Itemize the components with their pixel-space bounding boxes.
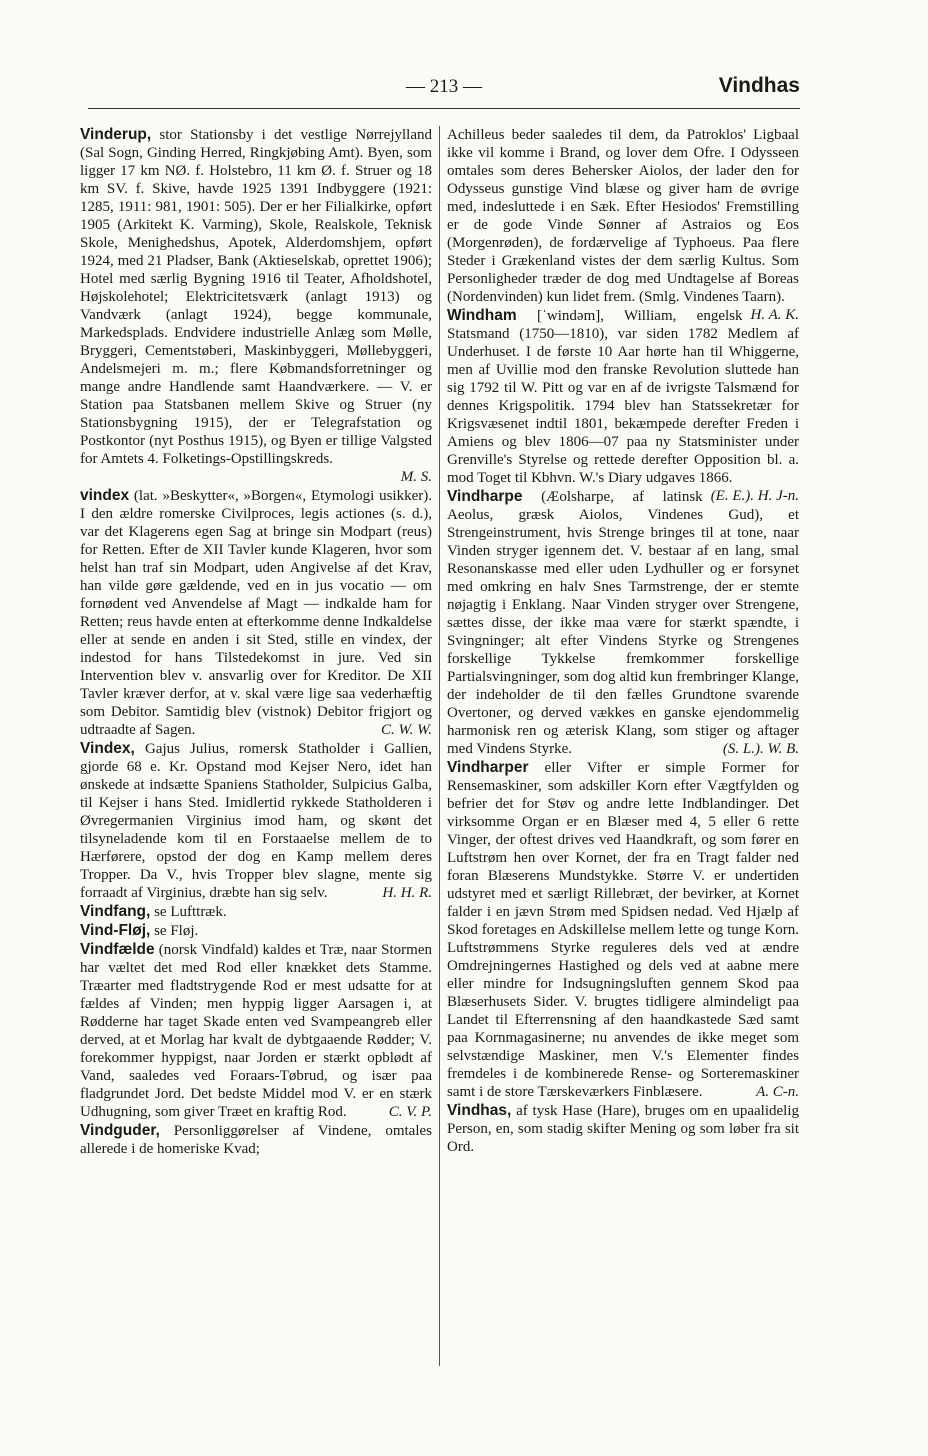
signature: H. A. K.	[750, 307, 799, 323]
headword: Vindex,	[80, 740, 135, 757]
signature: (E. E.). H. J-n.	[710, 488, 799, 504]
headword: Vind-Fløj,	[80, 922, 151, 939]
headword: Vindfang,	[80, 903, 151, 920]
entry-vindharpe	[447, 488, 799, 758]
entry-vind-floej	[80, 922, 432, 940]
signature: C. V. P.	[388, 1104, 432, 1120]
right-column	[447, 126, 799, 1366]
page-header	[88, 74, 800, 104]
signature: (S. L.). W. B.	[722, 741, 799, 757]
entry-text: (lat. »Beskytter«, »Borgen«, Etymologi usikker). I den ældre romerske Civilproces, legis actiones (s. d.), var det Klagerens egen Sag at bringe sin Modpart (reus) for Retten. Efter de XII Tavler kunde Klageren, hvor som helst han traf sin Modpart, uden Angivelse af det Krav, han vilde gøre gældende, ved en in jus vocatio — om fornødent ved Anvendelse af Magt — indkalde ham for Retten; reus havde enten at efterkomme denne Indkaldelse eller at sende en anden i sit Sted, stille en vindex, der indestod for hans Tilstedekomst in jure. Ved sin Intervention blev v. ansvarlig over for Kreditor. De XII Tavler kræver derfor, at v. skal være lige saa vederhæftig som Debitor. Samtidig blev (vistnok) Debitor frigjort og udtraadte af Sagen.	[80, 488, 432, 738]
entry-vindfang	[80, 903, 432, 921]
signature: M. S.	[400, 469, 432, 485]
entry-vinderup	[80, 126, 432, 486]
entry-text: (norsk Vindfald) kaldes et Træ, naar Stormen har væltet det med Rod eller knækket dets Stamme. Træarter med fladtstrygende Rod er mest udsatte for at fældes af Vinden; men hyppig ligger Aarsagen i, at Rødderne har taget Skade enten ved Svampeangreb eller derved, at et Morlag har kvalt de dybtgaaende Rødder; V. forekommer hyppigst, naar Jorden er stærkt opblødt af Vand, saaledes ved Foraars-Tøbrud, og især paa fladgrundet Jord. Det bedste Middel mod V. er en stærk Udhugning, som giver Træet en kraftig Rod.	[80, 942, 432, 1120]
entry-text: (Æolsharpe, af latinsk Aeolus, græsk Aiolos, Vindenes Gud), et Strengeinstrument, hvis Strenge bringes til at tone, naar Vinden stryger igennem det. V. bestaar af en lang, smal Resonanskasse med eller uden Lydhuller og er forsynet med omkring en halv Snes Tarmstrenge, der er stemte nøjagtig i Enklang. Naar Vinden stryger over Strengene, sættes disse, der ikke maa være for stærkt spændte, i Svingninger; alt efter Vindens Styrke og Strengenes forskellige Tykkelse fremkommer forskellige Partialsvingninger, som dog altid kun frembringer Klange, der indeholder de til den fælles Grundtone svarende Overtoner, og derved vækkes en ganske ejendommelig harmonisk ren og æterisk Klang, som stiger og aftager med Vindens Styrke.	[447, 489, 799, 757]
entry-text: stor Stationsby i det vestlige Nørrejylland (Sal Sogn, Ginding Herred, Ringkjøbing Amt). Byen, som ligger 17 km NØ. f. Holstebro, 11 km Ø. f. Struer og 18 km SV. f. Skive, havde 1925 1391 Indbyggere (1921: 1285, 1911: 981, 1901: 505). Der er her Filialkirke, opført 1905 (Arkitekt K. Varming), Skole, Realskole, Teknisk Skole, Menighedshus, Apotek, Alderdomshjem, opført 1924, med 21 Pladser, Bank (Aktieselskab, oprettet 1906); Hotel med særlig Bygning 1916 til Teater, Afholdshotel, Højskolehotel; Elektricitetsværk (anlagt 1913) og Vandværk (anlagt 1924), begge kommunale, Markedsplads. Endvidere industrielle Anlæg som Mølle, Bryggeri, Cementstøberi, Maskinbyggeri, Møllebyggeri, Andelsmejeri m. m.; flere Købmandsforretninger og mange andre Handlende samt Haandværkere. — V. er Station paa Statsbanen mellem Skive og Struer (ny Stationsbygning 1915), der er Telegrafstation og Postkontor (nyt Posthus 1915), og Byen er tillige Valgsted for Amtets 4. Folketings-Opstillingskreds.	[80, 127, 432, 467]
signature: A. C-n.	[756, 1084, 799, 1100]
left-column	[80, 126, 432, 1366]
entry-text: Achilleus beder saaledes til dem, da Patroklos' Ligbaal ikke vil komme i Brand, og lover dem Ofre. I Odysseen omtales som deres Behersker Aiolos, der lader den for Odysseus gunstige Vind blæse og giver ham de øvrige med, indesluttede i en Sæk. Efter Hesiodos' Fremstilling er de gode Vinde Sønner af Astraios og Eos (Morgenrøden), de fordærvelige af Typhoeus. Paa flere Steder i Grækenland vistes der dem særlig Kultus. Som Personligheder træder de dog med Undtagelse af Boreas (Nordenvinden) kun lidet frem. (Smlg. Vindenes Taarn).	[447, 127, 799, 305]
entry-vindex-lat	[80, 487, 432, 739]
entry-vindex-gajus	[80, 740, 432, 902]
signature: H. H. R.	[382, 885, 432, 901]
signature: C. W. W.	[381, 722, 432, 738]
headword: Windham	[447, 307, 517, 324]
headword: vindex	[80, 487, 130, 504]
page-number: — 213 —	[406, 76, 482, 97]
headword: Vindguder,	[80, 1122, 160, 1139]
headword: Vinderup,	[80, 126, 152, 143]
headword: Vindfælde	[80, 941, 155, 958]
entry-vindfaelde	[80, 941, 432, 1121]
entry-text: af tysk Hase (Hare), bruges om en upaalidelig Person, en, som stadig skifter Mening og som løber fra sit Ord.	[447, 1103, 799, 1155]
entry-text: Gajus Julius, romersk Statholder i Gallien, gjorde 68 e. Kr. Opstand mod Kejser Nero, idet han ønskede at indsætte Spaniens Statholder, Sulpicius Galba, til Kejser i hans Sted. Imidlertid rykkede Statholderen i Øvregermanien Virginius imod ham, og skønt det tilsyneladende kom til en Forstaaelse mellem de to Hærførere, opstod der dog en Kamp mellem deres Tropper. Da V., hvis Tropper blev slagne, mente sig forraadt af Virginius, dræbte han sig selv.	[80, 741, 432, 901]
headword: Vindharpe	[447, 488, 523, 505]
entry-text: Personliggørelser af Vindene, omtales allerede i de homeriske Kvad;	[80, 1123, 432, 1157]
entry-vindhas	[447, 1102, 799, 1156]
entry-vindharper	[447, 759, 799, 1101]
running-head: Vindhas	[718, 74, 800, 97]
header-rule	[88, 108, 800, 109]
entry-text: eller Vifter er simple Former for Rensemaskiner, som adskiller Korn efter Vægtfylden og befrier det for Støv og andre lette Indblandinger. Det virksomme Organ er en Blæser med 4, 5 eller 6 rette Vinger, der oftest drives ved Haandkraft, og som fører en Luftstrøm hen over Kornet, der fra en Tragt falder ned foran Blæserens Mundstykke. Større V. er undertiden udstyret med et særligt Rillebræt, der bevirker, at Kornet falder i en jævn Strøm med Spidsen nedad. Ved Hjælp af Skod foretages en Adskillelse mellem lette og tunge Korn. Luftstrømmens Styrke reguleres dels ved at ændre Omdrejningernes Hastighed og dels ved at aabne mere eller mindre for Indsugningsluften gennem Skod paa Blæserhusets Sider. V. brugtes tidligere almindeligt paa Landet til Efterrensning af den haandkastede Sæd samt paa Kornmagasinerne; nu anvendes de ikke meget som selvstændige Maskiner, men V.'s Elementer findes fremdeles i de kombinerede Rense- og Sorteremaskiner samt i de store Tærskeværkers Finblæsere.	[447, 760, 799, 1100]
entry-text: [ˈwindəm], William, engelsk Statsmand (1750—1810), var siden 1782 Medlem af Underhuset. I de første 10 Aar hørte han til Whiggerne, men af Uvillie mod den franske Revolution sluttede han sig 1792 til W. Pitt og var en af de ivrigste Talsmænd for dennes Krigspolitik. 1794 blev han Statssekretær for Krigsvæsenet indtil 1801, bekæmpede derefter Freden i Amiens og blev 1806—07 paa ny Statsminister under Grenville's Styrelse og rettede derefter Opposition bl. a. mod Toget til Kbhvn. W.'s Diary udgaves 1866.	[447, 308, 799, 486]
entry-text: se Fløj.	[154, 923, 199, 939]
entry-vindguder	[80, 1122, 432, 1158]
headword: Vindhas,	[447, 1102, 512, 1119]
headword: Vindharper	[447, 759, 529, 776]
entry-text: se Lufttræk.	[154, 904, 227, 920]
column-divider	[439, 126, 440, 1366]
